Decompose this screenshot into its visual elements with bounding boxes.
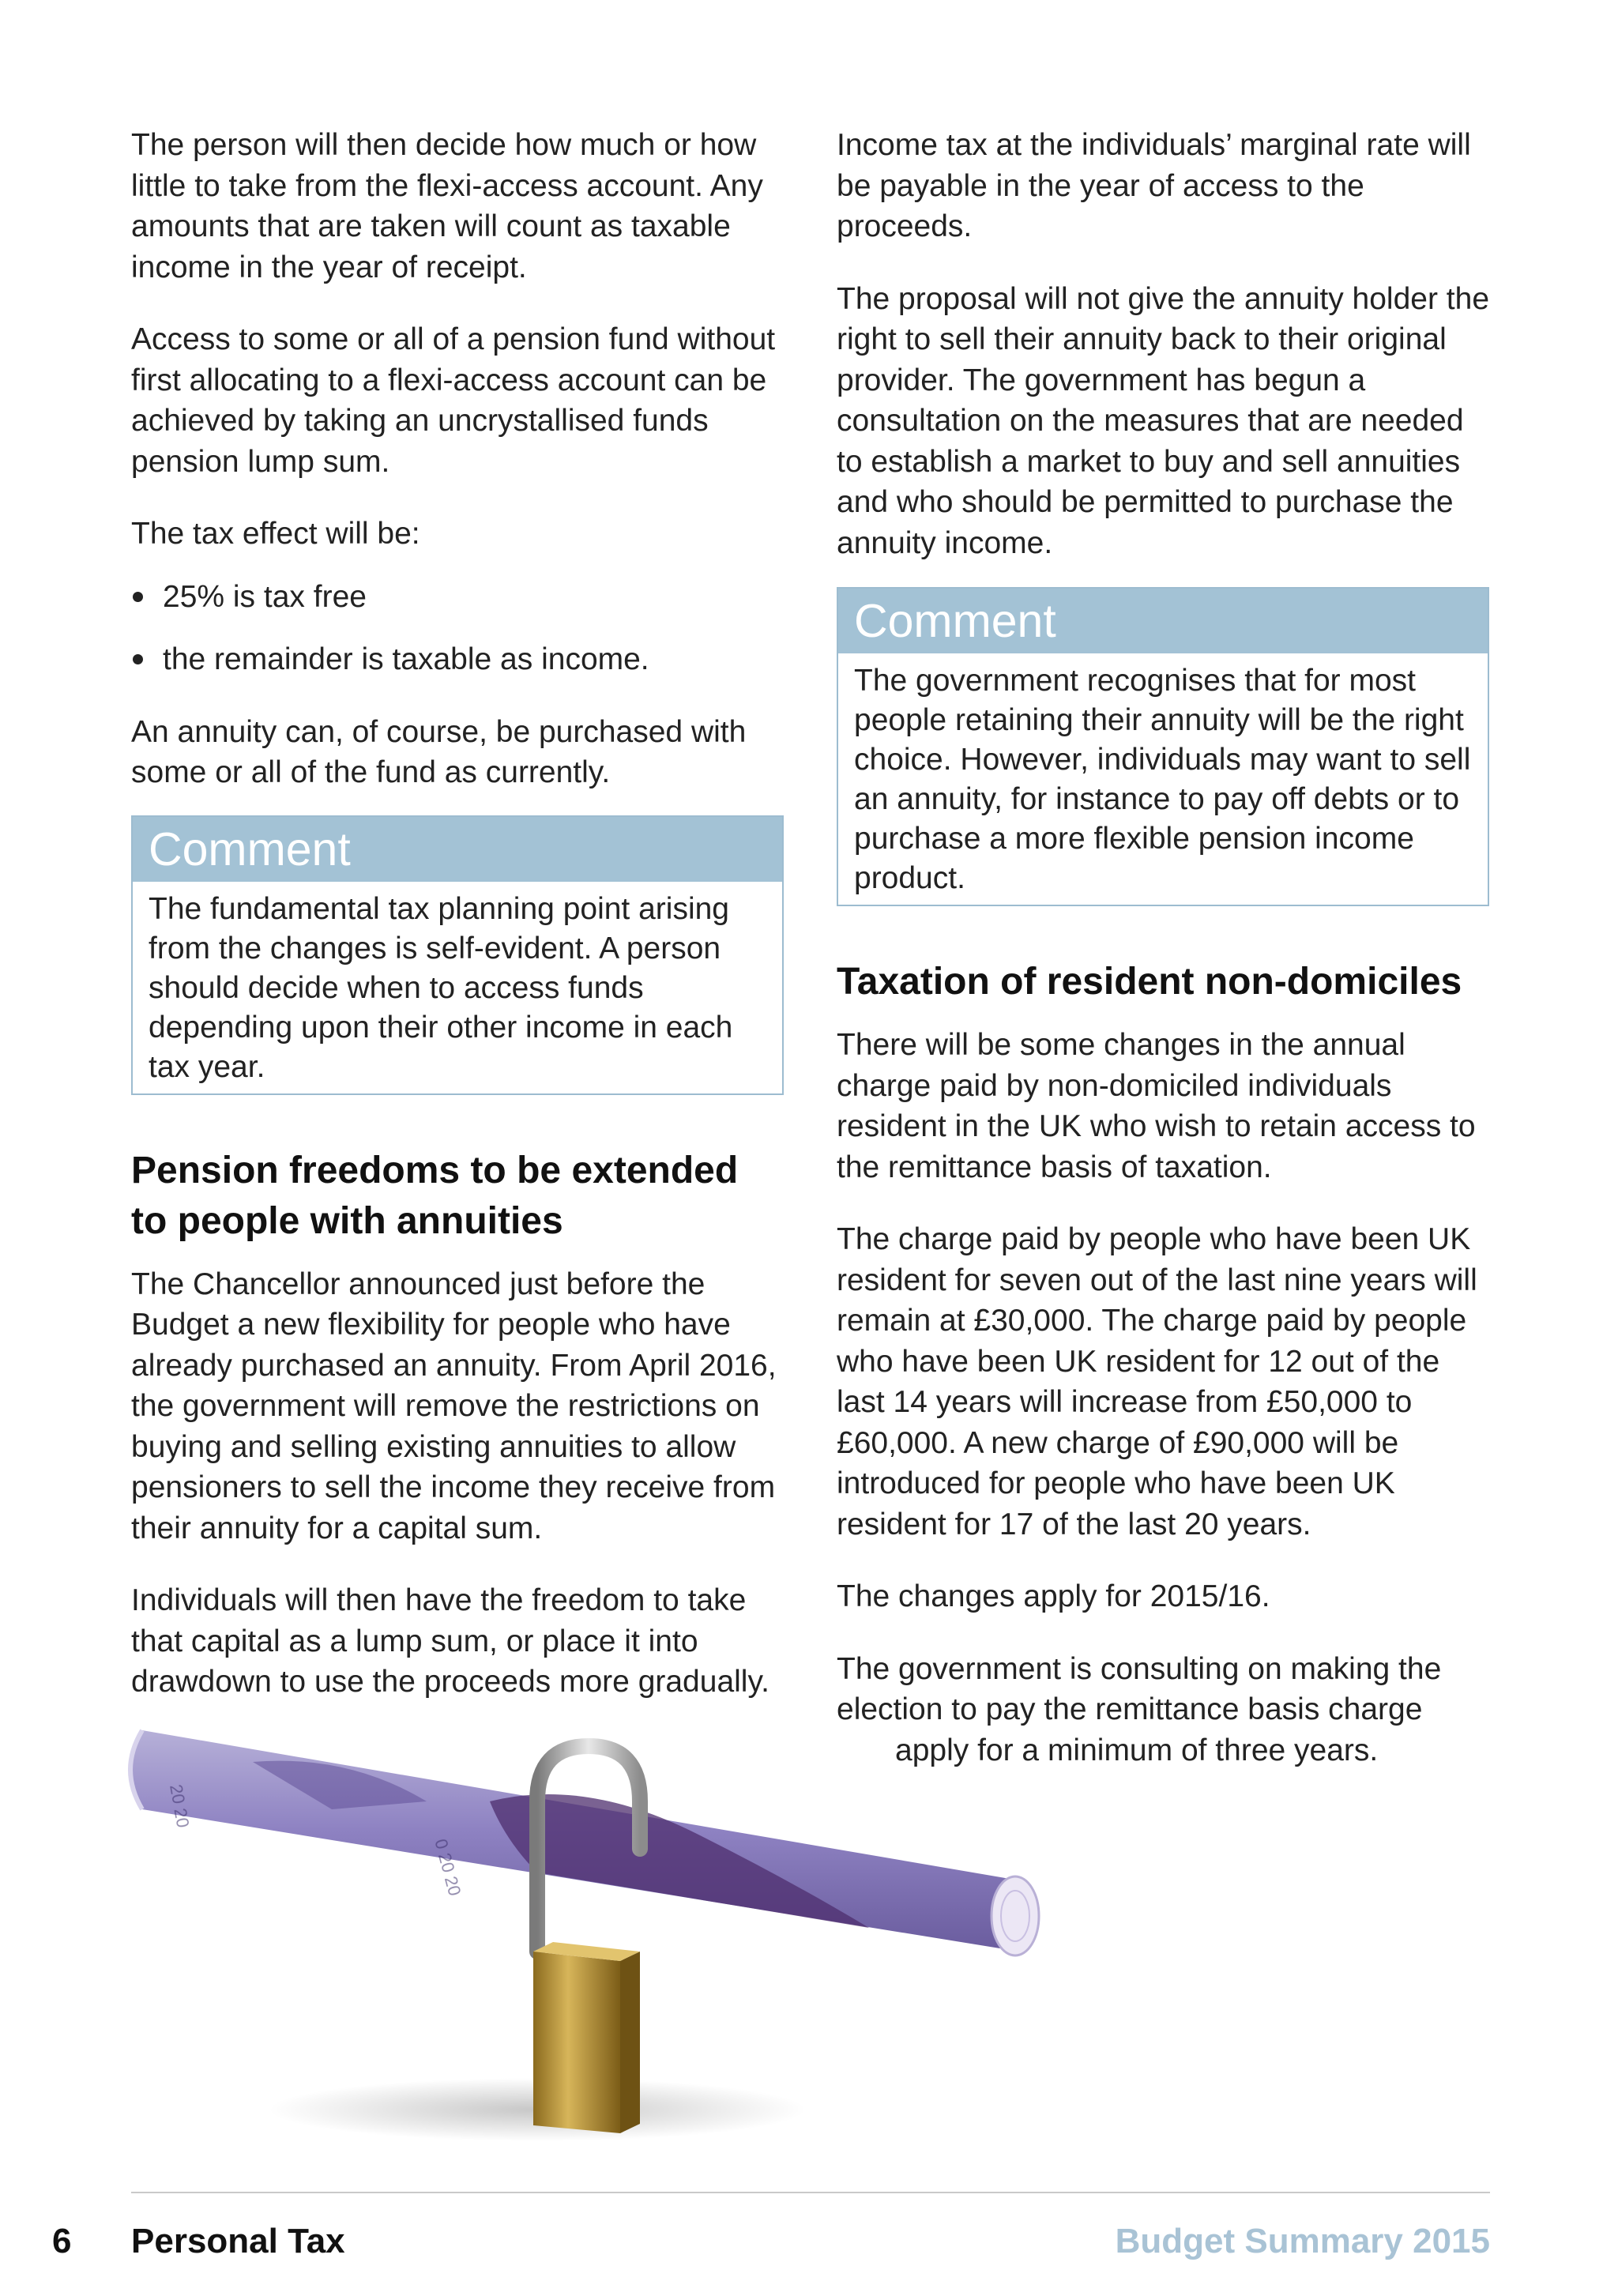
paragraph: There will be some changes in the annual charge paid by non-domiciled individuals resident in the UK who wish to retain access to the remittance basis of taxation. <box>837 1028 1476 1184</box>
comment-box <box>131 815 784 1095</box>
list-item-text: 25% is tax free <box>163 579 367 614</box>
list-item-text: the remainder is taxable as income. <box>163 642 649 676</box>
section-heading: Pension freedoms to be extended to people with annuities <box>131 1149 739 1242</box>
paragraph: The Chancellor announced just before the Budget a new flexibility for people who have already purchased an annuity. From April 2016, the government will remove the restrictions on buying and selling existing annuities to allow pensioners to sell the income they receive from their annuity for a capital sum. <box>131 1267 777 1545</box>
paragraph: An annuity can, of course, be purchased with some or all of the fund as currently. <box>131 714 747 789</box>
footer-divider <box>131 2192 1490 2193</box>
paragraph: Individuals will then have the freedom to take that capital as a lump sum, or place it into drawdown to use the proceeds more gradually. <box>131 1583 769 1699</box>
bullet-list <box>131 577 784 680</box>
list-item <box>131 639 784 680</box>
section-title: Personal Tax <box>131 2222 345 2260</box>
section-heading: Taxation of resident non-domiciles <box>837 961 1462 1003</box>
comment-body: The fundamental tax planning point arising from the changes is self-evident. A person should decide when to access funds depending upon their other income in each tax year. <box>149 891 733 1084</box>
paragraph: Income tax at the individuals’ marginal rate will be payable in the year of access to the proceeds. <box>837 128 1471 243</box>
paragraph-line: apply for a minimum of three years. <box>895 1733 1379 1767</box>
bullet-icon <box>133 654 143 664</box>
paragraph: Access to some or all of a pension fund without first allocating to a flexi-access account can be achieved by taking an uncrystallised funds pension lump sum. <box>131 322 776 479</box>
comment-heading: Comment <box>838 589 1488 653</box>
bullet-icon <box>133 592 143 602</box>
paragraph-line: The government is consulting on making the election to pay the remittance basis charge <box>837 1651 1442 1726</box>
paragraph: The proposal will not give the annuity holder the right to sell their annuity back to their original provider. The government has begun a consultation on the measures that are needed to establish a market to buy and sell annuities and who should be permitted to purchase the annuity income. <box>837 281 1490 560</box>
comment-body: The government recognises that for most people retaining their annuity will be the right choice. However, individuals may want to sell an annuity, for instance to pay off debts or to purchase a more flexible pension income product. <box>854 664 1471 895</box>
comment-heading: Comment <box>133 817 782 882</box>
list-item <box>131 577 784 618</box>
paragraph: The changes apply for 2015/16. <box>837 1579 1270 1613</box>
page-number: 6 <box>52 2222 72 2260</box>
paragraph: The person will then decide how much or how little to take from the flexi-access account. Any amounts that are taken will count as taxable income in the year of receipt. <box>131 128 763 284</box>
left-column <box>131 125 784 1734</box>
document-title: Budget Summary 2015 <box>1115 2222 1490 2260</box>
comment-box <box>837 587 1489 906</box>
right-column <box>837 125 1489 1771</box>
paragraph: The charge paid by people who have been UK resident for seven out of the last nine years will remain at £30,000. The charge paid by people who have been UK resident for 12 out of the last 14 years will increase from £50,000 to £60,000. A new charge of £90,000 will be introduced for people who have been UK resident for 17 of the last 20 years. <box>837 1222 1477 1541</box>
paragraph: The tax effect will be: <box>131 517 420 551</box>
svg-text:20 20: 20 20 <box>166 1782 194 1830</box>
banknote-padlock-image <box>95 1714 1090 2157</box>
svg-text:0 20 20: 0 20 20 <box>431 1836 465 1899</box>
